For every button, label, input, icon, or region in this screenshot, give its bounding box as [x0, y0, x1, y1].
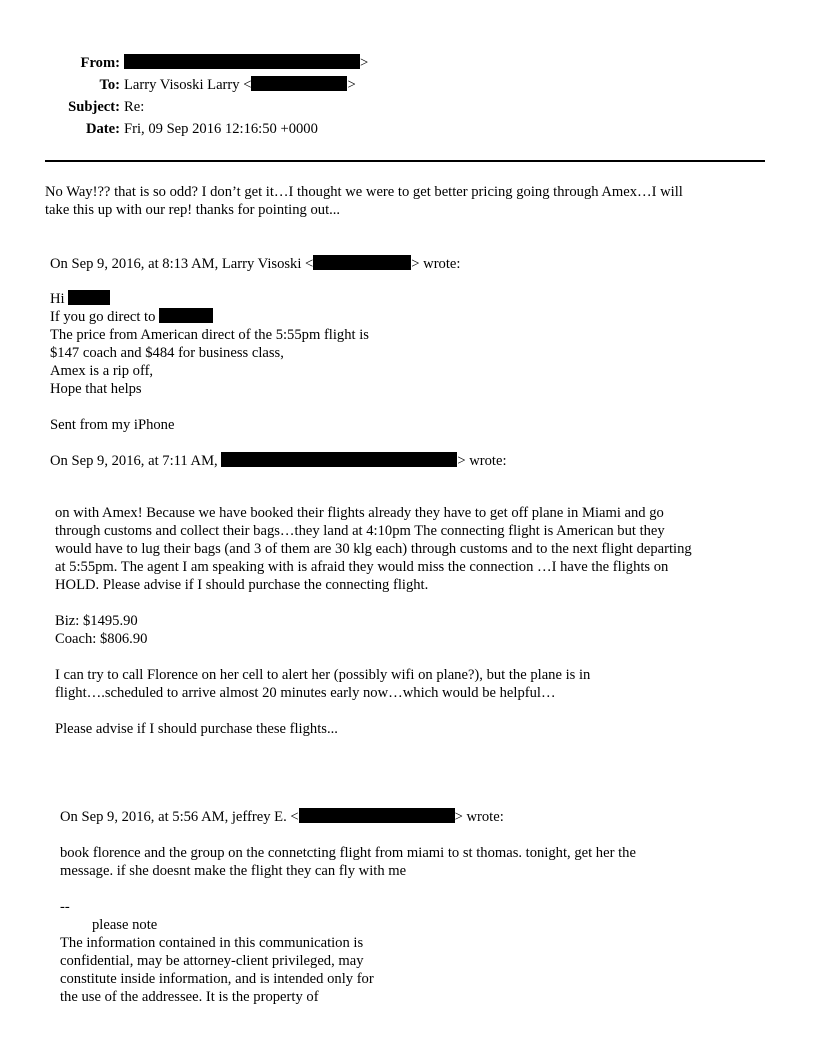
body-line: would have to lug their bags (and 3 of them are 30 klg each) through customs and to the next flight departing	[55, 541, 692, 557]
attribution-suffix: > wrote:	[411, 256, 461, 272]
greeting-text: Hi	[50, 291, 65, 307]
advise-line: Please advise if I should purchase these flights...	[55, 721, 338, 737]
body-line: flight….scheduled to arrive almost 20 minutes early now…which would be helpful…	[55, 685, 556, 701]
attribution-suffix: > wrote:	[457, 453, 507, 469]
biz-price: Biz: $1495.90	[55, 613, 138, 629]
to-label: To:	[99, 77, 120, 93]
from-value	[124, 54, 368, 72]
disclaimer-line: the use of the addressee. It is the property of	[60, 989, 319, 1005]
body-line: book florence and the group on the connetcting flight from miami to st thomas. tonight, get her the	[60, 845, 636, 861]
price-line: The price from American direct of the 5:55pm flight is	[50, 327, 369, 343]
body-line: message. if she doesnt make the flight they can fly with me	[60, 863, 407, 879]
redaction-bar	[221, 452, 457, 467]
reply-line: No Way!?? that is so odd? I don’t get it…I thought we were to get better pricing going through Amex…I will	[45, 184, 683, 200]
quote2-attribution	[50, 452, 507, 470]
price-list	[55, 612, 147, 648]
quote2-body	[55, 504, 692, 594]
from-label: From:	[80, 55, 120, 71]
header-divider	[45, 160, 765, 162]
quote1-attribution	[50, 255, 460, 273]
coach-price: Coach: $806.90	[55, 631, 148, 647]
attribution-prefix: On Sep 9, 2016, at 7:11 AM,	[50, 453, 218, 469]
direct-text: If you go direct to	[50, 309, 156, 325]
direct-line	[50, 308, 369, 326]
date-value: Fri, 09 Sep 2016 12:16:50 +0000	[124, 121, 318, 137]
attribution-prefix: On Sep 9, 2016, at 5:56 AM, jeffrey E. <	[60, 809, 299, 825]
redaction-bar	[159, 308, 213, 323]
body-line: I can try to call Florence on her cell to alert her (possibly wifi on plane?), but the plane is in	[55, 667, 591, 683]
redaction-bar	[299, 808, 455, 823]
amounts-line: $147 coach and $484 for business class,	[50, 345, 284, 361]
reply-body	[45, 183, 683, 219]
to-value	[124, 76, 356, 94]
attribution-suffix: > wrote:	[454, 809, 504, 825]
please-note: please note	[92, 917, 158, 933]
redaction-bar	[124, 54, 360, 69]
call-paragraph	[55, 666, 590, 702]
signature-dash: --	[60, 899, 70, 915]
to-name: Larry Visoski Larry <	[124, 77, 252, 93]
greeting-line	[50, 290, 369, 308]
quote3-body	[60, 844, 636, 880]
redaction-bar	[68, 290, 110, 305]
from-suffix: >	[360, 55, 369, 71]
quote1-body	[50, 290, 369, 398]
signature: Sent from my iPhone	[50, 417, 175, 433]
subject-value: Re:	[124, 99, 145, 115]
date-label: Date:	[85, 121, 120, 137]
ripoff-line: Amex is a rip off,	[50, 363, 154, 379]
redaction-bar	[251, 76, 347, 91]
subject-label: Subject:	[68, 99, 120, 115]
disclaimer-line: confidential, may be attorney-client privileged, may	[60, 953, 364, 969]
quote3-attribution	[60, 808, 504, 826]
body-line: at 5:55pm. The agent I am speaking with is afraid they would miss the connection …I have the flights on	[55, 559, 669, 575]
redaction-bar	[313, 255, 411, 270]
reply-line: take this up with our rep! thanks for pointing out...	[45, 202, 341, 218]
body-line: on with Amex! Because we have booked their flights already they have to get off plane in Miami and go	[55, 505, 664, 521]
disclaimer-line: constitute inside information, and is intended only for	[60, 971, 374, 987]
body-line: through customs and collect their bags…they land at 4:10pm The connecting flight is American but they	[55, 523, 665, 539]
attribution-prefix: On Sep 9, 2016, at 8:13 AM, Larry Visoski <	[50, 256, 314, 272]
to-suffix: >	[347, 77, 356, 93]
hope-line: Hope that helps	[50, 381, 142, 397]
body-line: HOLD. Please advise if I should purchase the connecting flight.	[55, 577, 429, 593]
disclaimer-line: The information contained in this communication is	[60, 935, 364, 951]
disclaimer	[60, 934, 374, 1006]
